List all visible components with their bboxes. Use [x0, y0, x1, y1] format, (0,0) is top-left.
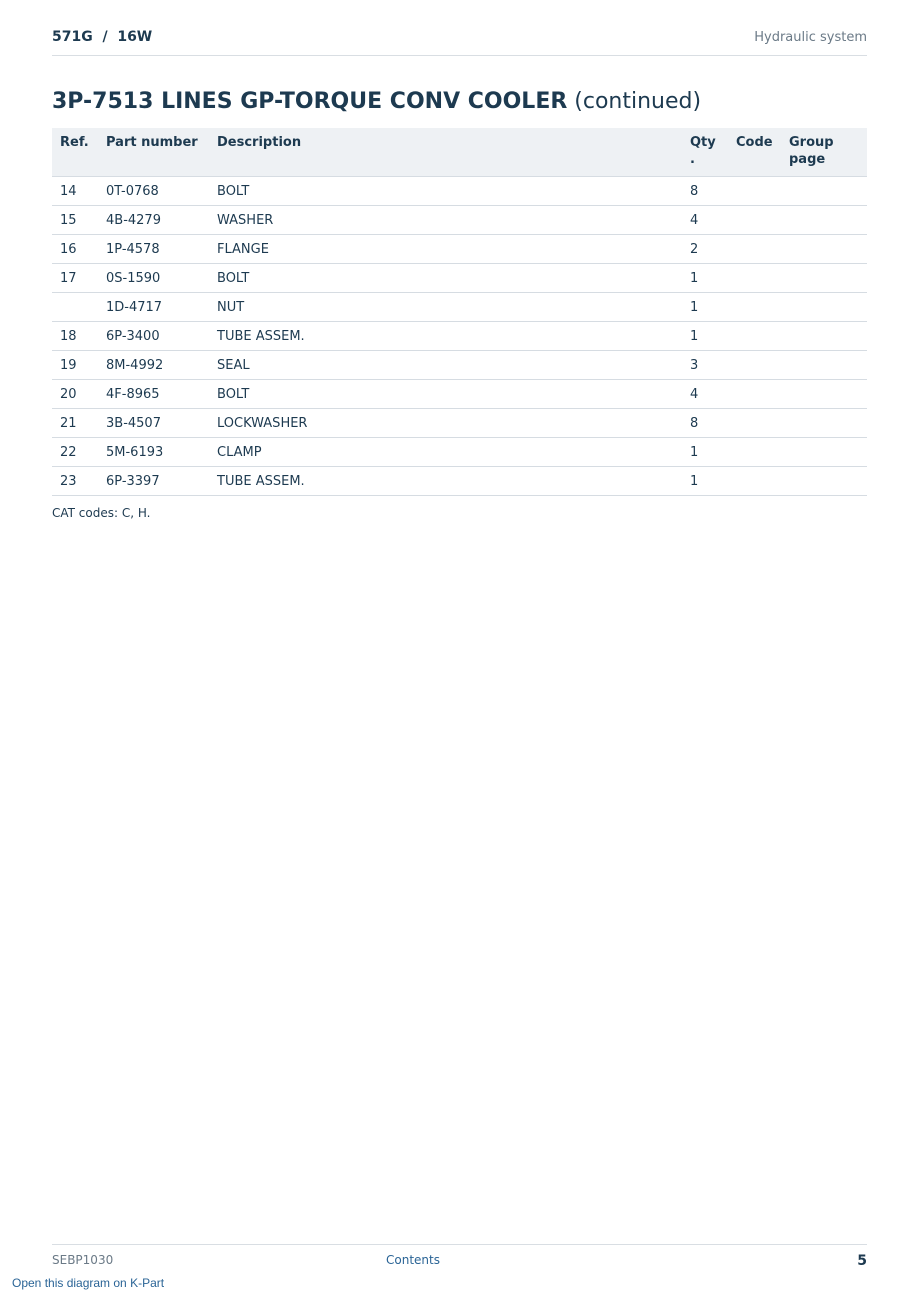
cell-code	[728, 235, 781, 264]
col-qty	[682, 128, 728, 177]
table-row	[52, 293, 867, 322]
cell-code	[728, 467, 781, 496]
col-part-number: Part number	[98, 128, 209, 177]
table-row	[52, 322, 867, 351]
col-code: Code	[728, 128, 781, 177]
continued-label: (continued)	[574, 89, 702, 114]
cat-codes-note: CAT codes: C, H.	[52, 506, 151, 520]
cell-code	[728, 438, 781, 467]
cell-qty: 1	[682, 438, 728, 467]
cell-part-number: 1P-4578	[98, 235, 209, 264]
page-title	[52, 89, 701, 114]
cell-description: FLANGE	[209, 235, 682, 264]
cell-description: LOCKWASHER	[209, 409, 682, 438]
table-row	[52, 467, 867, 496]
open-kpart-link[interactable]: Open this diagram on K-Part	[12, 1276, 165, 1290]
cell-qty: 4	[682, 206, 728, 235]
cell-part-number: 6P-3397	[98, 467, 209, 496]
cell-ref: 14	[52, 177, 98, 206]
cell-code	[728, 177, 781, 206]
cell-part-number: 3B-4507	[98, 409, 209, 438]
cell-code	[728, 206, 781, 235]
document-id: SEBP1030	[52, 1253, 114, 1267]
cell-group-page	[781, 206, 867, 235]
cell-part-number: 1D-4717	[98, 293, 209, 322]
cell-ref: 18	[52, 322, 98, 351]
cell-description: NUT	[209, 293, 682, 322]
table-row	[52, 264, 867, 293]
cell-group-page	[781, 177, 867, 206]
cell-ref: 23	[52, 467, 98, 496]
cell-code	[728, 409, 781, 438]
cell-qty: 4	[682, 380, 728, 409]
section-name: Hydraulic system	[754, 30, 867, 45]
cell-description: CLAMP	[209, 438, 682, 467]
cell-ref: 17	[52, 264, 98, 293]
cell-code	[728, 322, 781, 351]
cell-part-number: 0S-1590	[98, 264, 209, 293]
cell-part-number: 4B-4279	[98, 206, 209, 235]
cell-description: SEAL	[209, 351, 682, 380]
cell-qty: 1	[682, 264, 728, 293]
col-group-line2: page	[789, 152, 826, 167]
table-header	[52, 128, 867, 177]
machine-model: 571G / 16W	[52, 29, 153, 45]
cell-ref: 19	[52, 351, 98, 380]
document-page	[52, 0, 867, 1300]
cell-qty: 2	[682, 235, 728, 264]
page-header	[52, 28, 867, 56]
col-group-page	[781, 128, 867, 177]
cell-group-page	[781, 380, 867, 409]
cell-group-page	[781, 409, 867, 438]
cell-qty: 1	[682, 293, 728, 322]
col-qty-line2: .	[690, 152, 695, 167]
col-group-line1: Group	[789, 135, 834, 150]
cell-qty: 3	[682, 351, 728, 380]
cell-ref: 20	[52, 380, 98, 409]
cell-qty: 8	[682, 409, 728, 438]
cell-code	[728, 293, 781, 322]
cell-group-page	[781, 293, 867, 322]
table-row	[52, 380, 867, 409]
col-qty-line1: Qty	[690, 135, 716, 150]
table-row	[52, 177, 867, 206]
cell-description: TUBE ASSEM.	[209, 322, 682, 351]
page-footer	[52, 1244, 867, 1269]
cell-part-number: 4F-8965	[98, 380, 209, 409]
group-title: 3P-7513 LINES GP-TORQUE CONV COOLER	[52, 89, 568, 114]
cell-description: WASHER	[209, 206, 682, 235]
cell-code	[728, 351, 781, 380]
cell-ref	[52, 293, 98, 322]
cell-ref: 22	[52, 438, 98, 467]
cell-description: TUBE ASSEM.	[209, 467, 682, 496]
cell-qty: 1	[682, 467, 728, 496]
cell-group-page	[781, 351, 867, 380]
col-description: Description	[209, 128, 682, 177]
cell-part-number: 5M-6193	[98, 438, 209, 467]
contents-link[interactable]: Contents	[386, 1253, 440, 1267]
col-ref: Ref.	[52, 128, 98, 177]
table-body	[52, 177, 867, 496]
cell-part-number: 8M-4992	[98, 351, 209, 380]
table-row	[52, 351, 867, 380]
table-row	[52, 206, 867, 235]
cell-code	[728, 380, 781, 409]
cell-ref: 21	[52, 409, 98, 438]
cell-group-page	[781, 438, 867, 467]
page-number: 5	[857, 1253, 867, 1269]
cell-qty: 1	[682, 322, 728, 351]
table-row	[52, 235, 867, 264]
cell-qty: 8	[682, 177, 728, 206]
cell-description: BOLT	[209, 380, 682, 409]
cell-description: BOLT	[209, 264, 682, 293]
parts-table	[52, 128, 867, 496]
cell-part-number: 0T-0768	[98, 177, 209, 206]
cell-group-page	[781, 264, 867, 293]
cell-group-page	[781, 467, 867, 496]
table-row	[52, 409, 867, 438]
cell-group-page	[781, 322, 867, 351]
header-row	[52, 128, 867, 177]
cell-group-page	[781, 235, 867, 264]
cell-description: BOLT	[209, 177, 682, 206]
cell-ref: 15	[52, 206, 98, 235]
cell-code	[728, 264, 781, 293]
cell-part-number: 6P-3400	[98, 322, 209, 351]
cell-ref: 16	[52, 235, 98, 264]
table-row	[52, 438, 867, 467]
